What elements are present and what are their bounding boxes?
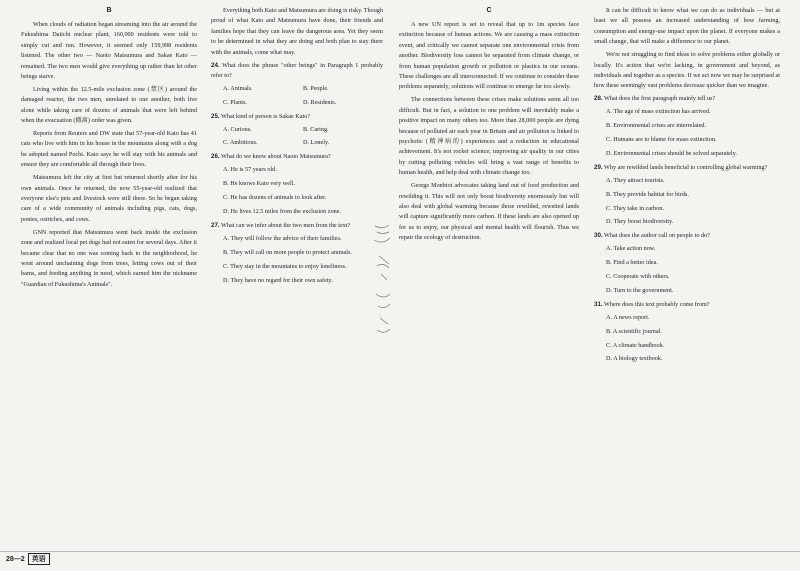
option-b: B. A scientific journal. xyxy=(606,327,662,335)
passage-b-paragraph-3: Reports from Reuters and DW state that 57-year-old Kato has 41 cats who live with him in his house in the mountains along with a dog he adopted named Pochi. Kato says he will stay with his animals and ensure they are comfortable all through their lives. xyxy=(21,130,197,169)
section-b-title: B xyxy=(106,7,112,14)
footer-divider xyxy=(0,551,800,552)
option-c: C. Ambitious. xyxy=(223,139,258,147)
question-stem: What do we know about Naoto Matsumura? xyxy=(221,153,331,161)
option-c: C. He has dozens of animals to look after. xyxy=(223,194,327,202)
option-a: A. Animals. xyxy=(223,84,253,92)
passage-b-paragraph-5: GNN reported that Matsumura went back inside the exclusion zone and realized local pet dogs had not eaten for several days. After it became clear that no one was coming back to the neighborhood, he went around unchaining dogs from trees, letting cows out of their barns, and feeding anything in need, which earned him the nickname "Guardian of Fukushima's Animals". xyxy=(21,228,197,288)
option-d: D. Environmental crises should be solved separately. xyxy=(606,149,737,157)
question-24: 24. What does the phrase "other beings" in Paragraph 1 probably refer to? xyxy=(211,61,384,79)
question-26: 26. What do we know about Naoto Matsumura? xyxy=(211,153,331,161)
question-25-options-row xyxy=(211,125,383,135)
option-d: D. Residents. xyxy=(303,98,337,106)
passage-b-paragraph-2: Living within the 12.5-mile exclusion zone (禁区) around the damaged reactor, the two men, unrelated to one another, both live alone while taking care of dozens of animals that were left behind when the evacuation (撤离) order was given. xyxy=(21,85,197,125)
subject-label: 英语 xyxy=(28,553,50,565)
question-stem: What does the phrase "other beings" in Paragraph 1 probably refer to? xyxy=(211,61,384,79)
question-28: 28. What does the first paragraph mainly tell us? xyxy=(594,95,716,103)
question-30: 30. What does the author call on people to do? xyxy=(594,232,710,240)
passage-c-paragraph-1: A new UN report is set to reveal that up to 1m species face extinction because of human actions. We are causing a mass extinction event, and critically we cannot separate one environmental crisis from another. Biodiversity loss cannot be separated from climate change, or from human population growth or pollution or plastics in our oceans. These challenges are all interconnected. If we continue to consider these problems separately, solutions will continue to emerge far too slowly. xyxy=(399,21,579,91)
option-b: B. They will call on more people to protect animals. xyxy=(223,248,352,256)
option-d: D. Turn to the government. xyxy=(606,286,674,294)
option-a: A. The age of mass extinction has arrived. xyxy=(606,108,711,116)
option-b: B. People. xyxy=(303,84,329,92)
option-a: A. He is 57 years old. xyxy=(223,166,277,174)
passage-c-column-1 xyxy=(399,6,579,246)
option-d: D. A biology textbook. xyxy=(606,355,663,363)
question-stem: Why are rewilded lands beneficial to controlling global warming? xyxy=(604,163,768,171)
option-c: C. Humans are to blame for mass extinction. xyxy=(606,135,717,143)
passage-b-paragraph-6: Everything both Kato and Matsumura are doing is risky. Though proud of what Kato and Matsumura have done, their friends and families hope that they can leave the dangerous area. Yet they seem to be determined in what they are doing and both plan to stay there with the animals, come what may. xyxy=(211,7,383,56)
question-31: 31. Where does this text probably come from? xyxy=(594,300,710,308)
option-a: A. A news report. xyxy=(606,313,650,321)
passage-c-paragraph-5: We're not struggling to find ideas to solve problems either globally or locally. It's action that we're lacking, in government and beyond, as individuals and together as a species. If we act now we may be surprised at how these seemingly vast problems decrease quicker than we imagine. xyxy=(594,51,780,90)
question-25: 25. What kind of person is Sakae Kato? xyxy=(211,112,311,120)
option-a: A. They will follow the advice of their families. xyxy=(223,234,342,242)
question-25-options-row xyxy=(211,138,383,148)
option-c: C. A climate handbook. xyxy=(606,341,665,349)
question-24-options-row xyxy=(211,98,383,108)
option-b: B. Environmental crises are interrelated. xyxy=(606,122,706,130)
option-d: D. They boost biodiversity. xyxy=(606,218,674,226)
question-stem: What kind of person is Sakae Kato? xyxy=(221,112,311,120)
option-d: D. He lives 12.5 miles from the exclusion zone. xyxy=(223,208,342,215)
option-c: C. Plants. xyxy=(223,98,247,106)
passage-c-column-2 xyxy=(594,6,780,368)
option-b: B. They provide habitat for birds. xyxy=(606,190,689,198)
option-b: B. Caring. xyxy=(303,125,329,133)
question-29: 29. Why are rewilded lands beneficial to controlling global warming? xyxy=(594,163,768,171)
passage-c-paragraph-3: George Monbiot advocates taking land out of food production and rewilding it. This will not only boost biodiversity enormously but will also deal with global warming because those rewilded, rewetted lands will capture significantly more carbon. If these lands are also opened up for us to enjoy, our physical and mental health will flourish. Thus we repair the ecology of destruction. xyxy=(399,182,579,242)
page-footer xyxy=(6,553,50,565)
option-a: A. Take action now. xyxy=(606,245,656,253)
page-number: 28—2 xyxy=(6,556,25,563)
option-a: A. They attract tourists. xyxy=(606,176,665,184)
option-d: D. They have no regard for their own safety. xyxy=(223,276,333,284)
question-stem: What can we infer about the two men from the text? xyxy=(221,221,351,229)
passage-b-paragraph-1: When clouds of radiation began streaming into the air around the Fukushima Daiichi nuclear plant, 160,000 residents were told to simply cut and run. However, it seemed only 159,998 residents listened. The other two — Naoto Matsumura and Sakae Kato — remained. The two men would give everything up rather than let other beings starve. xyxy=(21,21,197,81)
question-27: 27. What can we infer about the two men from the text? xyxy=(211,221,351,229)
option-a: A. Curious. xyxy=(223,125,252,133)
option-c: C. They take in carbon. xyxy=(606,204,664,212)
option-c: C. Cooperate with others. xyxy=(606,273,670,281)
option-b: B. Find a better idea. xyxy=(606,259,658,267)
passage-b-paragraph-4: Matsumura left the city at first but returned shortly after for his own animals. Once he returned, the now 55-year-old realized that everyone else's pets and livestock were still there. So he began taking care of a wide community of animals including pigs, cats, dogs, ponies, ostriches, and cows. xyxy=(21,174,197,223)
question-24-options-row xyxy=(211,84,383,94)
passage-b-column-2 xyxy=(211,6,383,289)
question-stem: Where does this text probably come from? xyxy=(604,300,710,308)
question-stem: What does the first paragraph mainly tell us? xyxy=(604,95,716,103)
question-stem: What does the author call on people to do? xyxy=(604,232,710,240)
passage-b-column-1 xyxy=(21,6,197,293)
passage-c-paragraph-4: It can be difficult to know what we can do as individuals — but at least we all possess an increased understanding of how farming, consumption and energy-use impact upon the planet. If everyone makes a small change, that will make a difference to our planet. xyxy=(594,7,780,46)
option-b: B. He knows Kato very well. xyxy=(223,180,296,188)
option-d: D. Lonely. xyxy=(303,139,330,147)
section-c-title: C xyxy=(486,7,492,14)
option-c: C. They stay in the mountains to enjoy loneliness. xyxy=(223,262,347,270)
passage-c-paragraph-2: The connections between these crises make solutions seem all too difficult. But in fact, a solution to one problem will inevitably make a positive impact on many others too. More than 28,000 people are dying because of polluted air each year in Britain and air pollution is linked to psychotic (精神病的) experiences and a reduction in educational achievement. It's not rocket science; improving air quality in our cities by cutting polluting vehicles will bring a vast range of benefits to human health, and help deal with climate change too. xyxy=(399,96,579,177)
pencil-scribble-marks xyxy=(371,222,397,342)
